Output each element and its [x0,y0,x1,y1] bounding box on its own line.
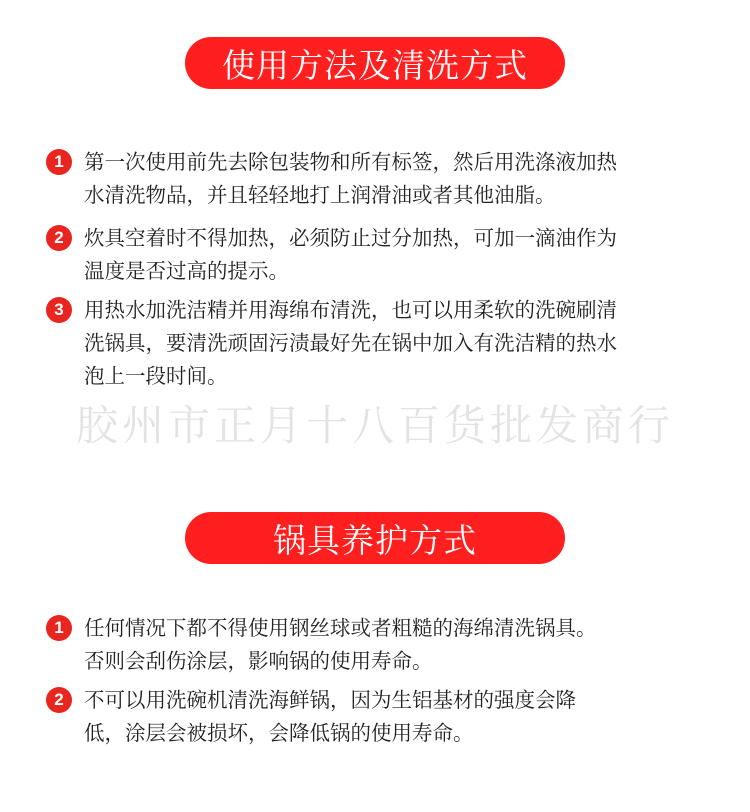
number-badge-2: 2 [46,225,72,251]
usage-item-2-text: 炊具空着时不得加热，必须防止过分加热，可加一滴油作为 温度是否过高的提示。 [84,226,617,283]
number-badge-3: 3 [46,297,72,323]
number-badge-2: 2 [46,687,72,713]
usage-item-2 [46,222,716,288]
shop-watermark: 胶州市正月十八百货批发商行 [75,401,674,450]
number-badge-1: 1 [46,615,72,641]
usage-item-1-text: 第一次使用前先去除包装物和所有标签，然后用洗涤液加热 水清洗物品，并且轻轻地打上润滑油或者其他油脂。 [84,150,617,207]
section-title-usage: 使用方法及清洗方式 [185,37,565,89]
care-item-2-text: 不可以用洗碗机清洗海鲜锅，因为生铝基材的强度会降 低，涂层会被损坏，会降低锅的使用寿命。 [84,688,576,745]
usage-item-3 [46,294,716,393]
usage-item-1 [46,146,716,212]
number-badge-1: 1 [46,149,72,175]
care-item-2 [46,684,716,750]
usage-item-3-text: 用热水加洗洁精并用海绵布清洗，也可以用柔软的洗碗刷清 洗锅具，要清洗顽固污渍最好先在锅中加入有洗洁精的热水 泡上一段时间。 [84,298,617,388]
care-item-1-text: 任何情况下都不得使用钢丝球或者粗糙的海绵清洗锅具。 否则会刮伤涂层，影响锅的使用寿命。 [84,616,597,673]
section-title-care: 锅具养护方式 [185,512,565,564]
care-item-1 [46,612,716,678]
